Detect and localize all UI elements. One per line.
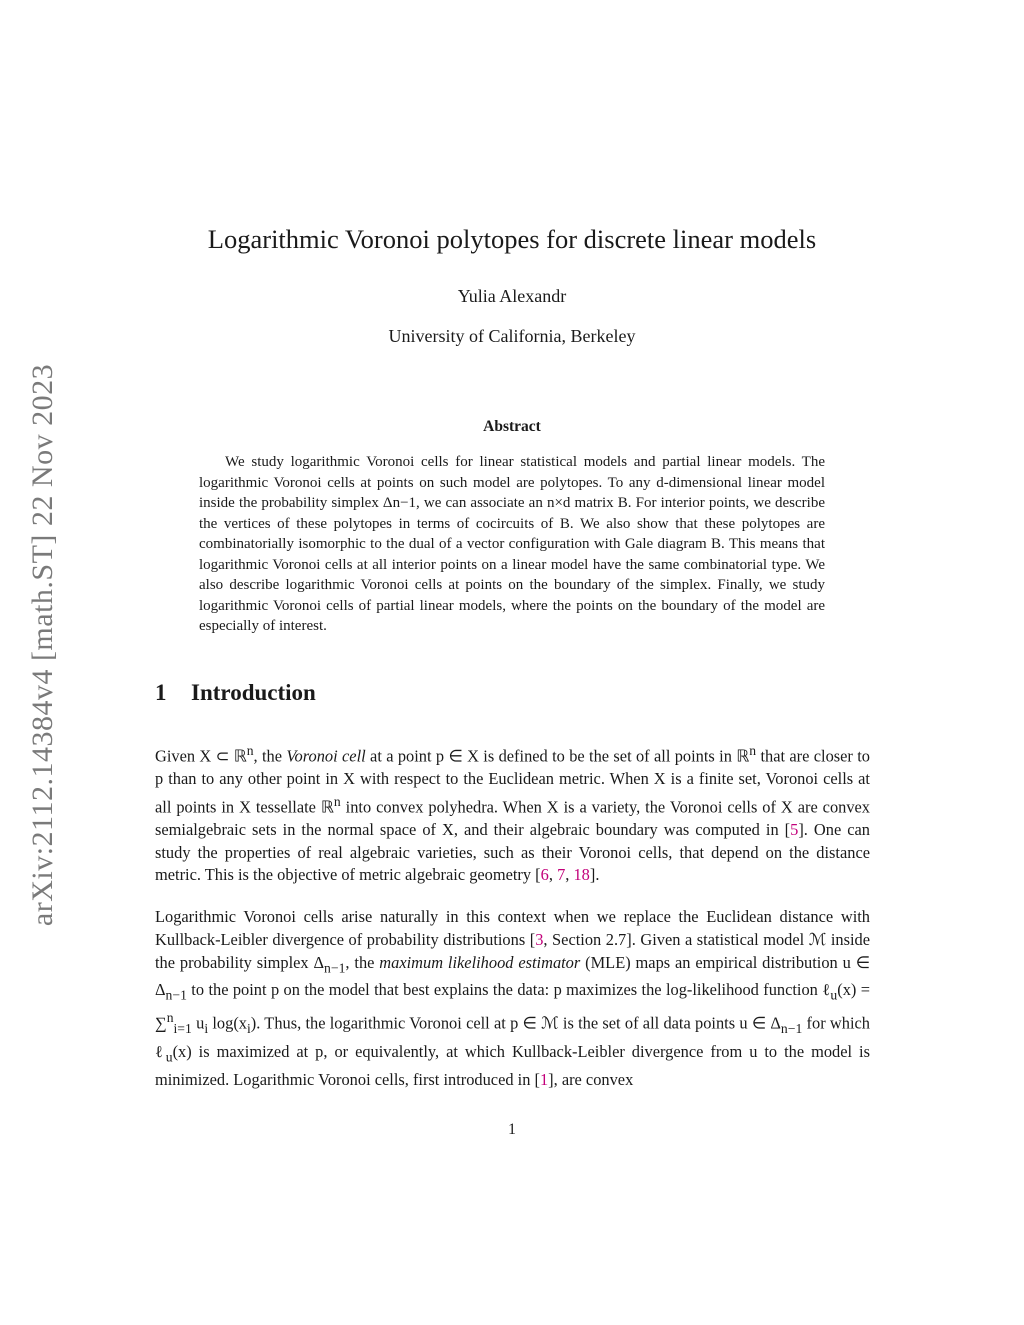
page-number: 1	[508, 1121, 516, 1138]
intro-paragraph-1: Given X ⊂ ℝ$^n$, the Voronoi cell at a point p ∈ X is defined to be the set of all points in ℝ$^n$ that are closer to p than to any other point in X with respect to the Euclidean metric. When X is a finite set, Voronoi cells at all points in X tessellate ℝ$^n$ into convex polyhedra. When X is a variety, the Voronoi cells of X are convex semialgebraic sets in the normal space of X, and their algebraic boundary was computed in [5]. One can study the properties of real algebraic varieties, such as their Voronoi cells, that depend on the distance metric. This is the objective of metric algebraic geometry [6, 7, 18].	[155, 743, 870, 885]
author-name: Yulia Alexandr	[457, 286, 567, 306]
author-affiliation: University of California, Berkeley	[388, 326, 636, 346]
arxiv-identifier-text: arXiv:2112.14384v4 [math.ST] 22 Nov 2023	[26, 363, 60, 927]
citation-link[interactable]: 18	[573, 865, 590, 885]
section-title: Introduction	[191, 680, 316, 705]
section-number: 1	[155, 680, 167, 705]
intro-paragraph-2: Logarithmic Voronoi cells arise naturally in this context when we replace the Euclidean distance with Kullback-Leibler divergence of probability distributions [3, Section 2.7]. Given a statistical model ℳ inside the probability simplex $\Delta_{n-1}$, the maximum likelihood estimator (MLE) maps an empirical distribution u ∈ $\Delta_{n-1}$ to the point p on the model that best explains the data: p maximizes the log-likelihood function ℓ$_u$(x) = ∑$^n_{i=1}$ $u_i$ $\log(x_i)$. Thus, the logarithmic Voronoi cell at p ∈ ℳ is the set of all data points u ∈ $\Delta_{n-1}$ for which ℓ$_u$(x) is maximized at p, or equivalently, at which Kullback-Leibler divergence from u to the model is minimized. Logarithmic Voronoi cells, first introduced in [1], are convex	[155, 907, 871, 1089]
citation-link[interactable]: 7	[557, 865, 566, 885]
citation-link[interactable]: 3	[535, 929, 544, 949]
section-heading	[155, 680, 316, 706]
abstract-heading: Abstract	[483, 418, 541, 435]
citation-link[interactable]: 6	[540, 865, 549, 885]
citation-link[interactable]: 5	[790, 820, 799, 840]
paper-title: Logarithmic Voronoi polytopes for discrete linear models	[207, 224, 817, 254]
abstract-body: We study logarithmic Voronoi cells for linear statistical models and partial linear models. The logarithmic Voronoi cells at points on such model are polytopes. To any d-dimensional linear model inside the probability simplex Δn−1, we can associate an n×d matrix B. For interior points, we describe the vertices of these polytopes in terms of cocircuits of B. We also show that these polytopes are combinatorially isomorphic to the dual of a vector configuration with Gale diagram B. This means that logarithmic Voronoi cells at all interior points on a linear model have the same combinatorial type. We also describe logarithmic Voronoi cells at points on the boundary of the simplex. Finally, we study logarithmic Voronoi cells of partial linear models, where the points on the boundary of the model are especially of interest.	[199, 454, 825, 634]
citation-link[interactable]: 1	[539, 1069, 549, 1089]
